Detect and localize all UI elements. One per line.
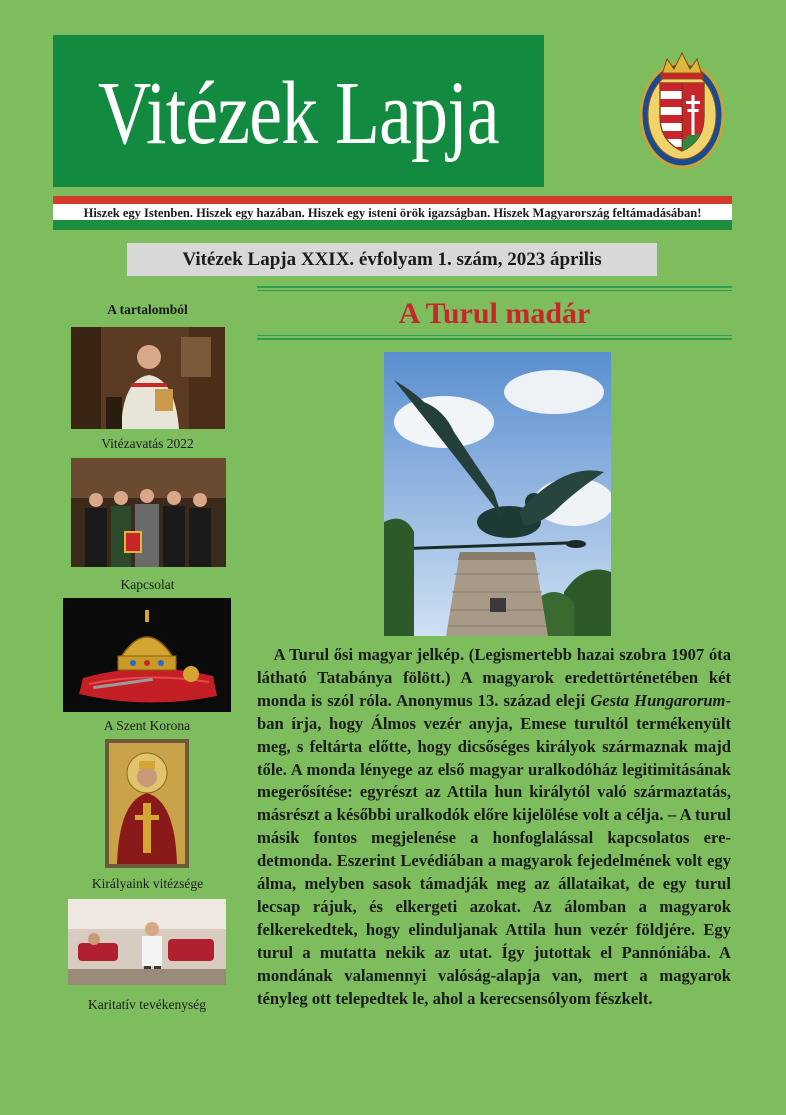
toc-heading: A tartalomból xyxy=(107,302,188,317)
masthead xyxy=(53,35,544,187)
toc-caption-szent-korona[interactable]: A Szent Korona xyxy=(103,718,191,733)
toc-caption-kiralyaink[interactable]: Királyaink vitézsége xyxy=(91,876,204,891)
headline-rule-top xyxy=(257,286,732,288)
toc-caption-karitativ[interactable]: Karitatív tevékenység xyxy=(87,997,207,1012)
toc-caption-vitezavatas[interactable]: Vitézavatás 2022 xyxy=(101,436,194,451)
toc-image-kiralyaink[interactable] xyxy=(105,739,189,868)
masthead-title: Vitézek Lapja xyxy=(98,64,499,163)
headline-rule-bottom-thin xyxy=(257,335,732,336)
toc-image-kapcsolat[interactable] xyxy=(71,458,226,567)
coat-of-arms-logo xyxy=(637,45,727,170)
toc-image-szent-korona[interactable] xyxy=(63,598,231,712)
toc-caption-kapcsolat[interactable]: Kapcsolat xyxy=(120,577,175,592)
article-body-part1: A Turul ősi magyar jelkép. (Legismertebb hazai szobra 1907 óta látható Tatabánya fölött.) A magyarok eredettörténetében két monda is szól róla. Anonymus 13. század eleji xyxy=(257,645,731,710)
motto: Hiszek egy Istenben. Hiszek egy hazában. Hiszek egy isteni örök igazságban. Hiszek Magyarország feltámadásában! xyxy=(83,206,702,220)
headline-rule-top-thin xyxy=(257,290,732,291)
headline-rule-bottom xyxy=(257,338,732,340)
turul-statue-photo xyxy=(384,352,611,636)
toc-image-vitezavatas[interactable] xyxy=(71,327,225,429)
article-body-part2: -ban írja, hogy Álmos vezér anyja, Emese turultól termékenyült meg, s feltárta előtte, hogy dicsőséges királyok származnak majd tőle. A monda lényege az első magyar uralkodóház legitimitásának megerősítése: egyrészt az Attila hun királytól való származtatás, másrészt a későbbi uralkodók előre kijelölése volt a célja. – A turul másik fontos megjelenése a honfoglalással kapcsolatos eredetmonda. Eszerint Levédiában a magyarok fejedelmének volt egy álma, melyben sasok támadják meg az állataikat, de egy turul lecsap rájuk, és elkergeti azokat. Az álomban a magyarok felkerekedtek, hogy elinduljanak Attila hun vezér földjére. Egy turul a mutatta nekik az utat. Így jutottak el Pannóniába. A mondának valamennyi valóság-alapja van, mert a magyarok tényleg ott telepedtek le, ahol a kerecsensólyom fészkelt. xyxy=(257,690,731,1008)
toc-image-karitativ[interactable] xyxy=(68,899,226,985)
article-title: A Turul madár xyxy=(398,297,591,330)
article-body xyxy=(257,644,731,1011)
stripe-red xyxy=(53,196,732,204)
issue-info: Vitézek Lapja XXIX. évfolyam 1. szám, 2023 április xyxy=(127,243,657,276)
stripe-green xyxy=(53,220,732,230)
article-body-italic: Gesta Hungarorum xyxy=(590,690,726,710)
